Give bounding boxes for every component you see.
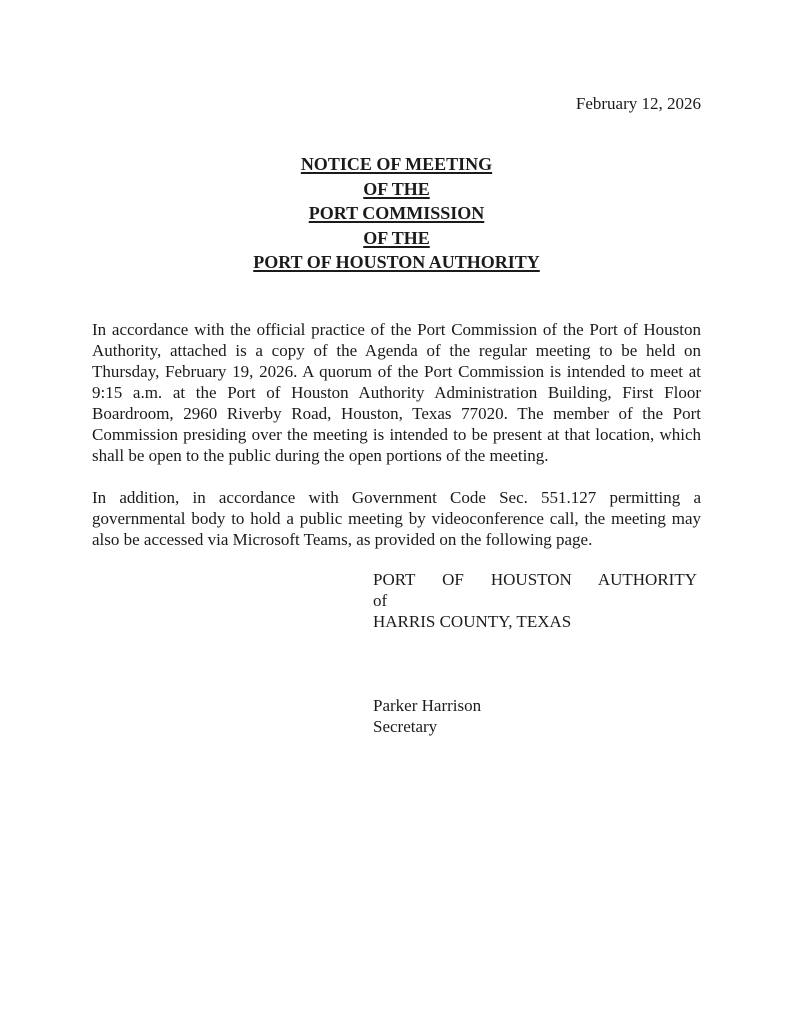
title-line-2: OF THE bbox=[363, 178, 430, 199]
document-date: February 12, 2026 bbox=[575, 94, 701, 113]
title-line-3: PORT COMMISSION bbox=[308, 203, 485, 223]
title-line-1: NOTICE OF MEETING bbox=[300, 154, 493, 174]
body-paragraph-1: In accordance with the official practice of the Port Commission of the Port of Houston Authority, attached is a copy of the Agenda of the regular meeting to be held on Thursday, February 19, 2026. A quorum of the Port Commission is intended to meet at 9:15 a.m. at the Port of Houston Authority Administration Building, First Floor Boardroom, 2960 Riverby Road, Houston, Texas 77020. The member of the Port Commission presiding over the meeting is intended to be present at that location, which shall be open to the public during the open portions of the meeting. bbox=[92, 319, 701, 465]
signature-block bbox=[373, 569, 697, 737]
body-paragraph-2: In addition, in accordance with Government Code Sec. 551.127 permitting a governmental body to hold a public meeting by videoconference call, the meeting may also be accessed via Microsoft Teams, as provided on the following page. bbox=[92, 487, 701, 549]
signatory-name: Parker Harrison bbox=[373, 695, 482, 715]
signature-org-county: HARRIS COUNTY, TEXAS bbox=[373, 611, 572, 631]
title-line-4: OF THE bbox=[363, 227, 430, 248]
signature-org-name: PORT OF HOUSTON AUTHORITY bbox=[373, 569, 697, 589]
signatory-title: Secretary bbox=[373, 716, 438, 736]
document-title bbox=[92, 152, 701, 275]
signature-org-of: of bbox=[373, 590, 388, 610]
title-line-5: PORT OF HOUSTON AUTHORITY bbox=[253, 252, 540, 272]
